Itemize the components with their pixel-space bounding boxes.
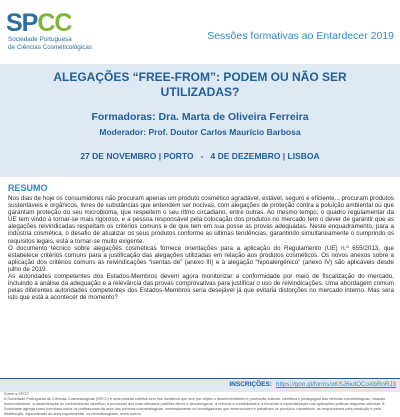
- logo-line2: de Ciências Cosméticológicas: [8, 43, 92, 51]
- event-title-line1: ALEGAÇÕES “FREE-FROM”: PODEM OU NÃO SER: [53, 70, 347, 84]
- event-dates: 27 DE NOVEMBRO | PORTO - 4 DE DEZEMBRO | LISBOA: [80, 151, 320, 161]
- logo-line1: Sociedade Portuguesa: [8, 36, 72, 43]
- header: [0, 0, 400, 62]
- resumo-body: [8, 195, 394, 301]
- logo-mark: [6, 10, 71, 36]
- speaker: Formadoras: Dra. Marta de Oliveira Ferreira: [91, 111, 309, 123]
- footer: [4, 392, 396, 417]
- logo-mark-part1: SP: [6, 9, 38, 37]
- footer-heading: Sobre a SPCC: [4, 392, 29, 396]
- footer-text: A Sociedade Portuguesa de Ciências Cosmetológicas (SPCC) é uma pessoa coletiva sem fins lucrativos que tem por objeto o desenvolvimento e promoção cultural, científica e pedagógica das ciências cosmetológicas, visando essencialmente, a disseminação do conhecimento científico, a promoção dos mais elevados padrões éticos e deontológicos, a reforçar a credibilidade e a fomentar a especialização nas aplicações práticas daquelas ciências. A Sociedade agrega como membros todos os profissionais da área das ciências cosmetológicas, nomeadamente os investigadores que desenvolvem e trabalham os produtos cosméticos, os responsáveis pela produção e pela distribuição, especialistas da área regulamentar, os dermatologistas, entre outros.: [4, 397, 386, 416]
- moderator: Moderador: Prof. Doutor Carlos Maurício Barbosa: [99, 127, 301, 137]
- logo-subtitle: [8, 36, 138, 51]
- session-title: Sessões formativas ao Entardecer 2019: [207, 30, 394, 42]
- spcc-logo: [6, 10, 126, 56]
- resumo-paragraph-1: Nos dias de hoje os consumidores não procuram apenas um produto cosmético agradável, estável, seguro e eficiente... procuram produtos sustentáveis e orgânicos, livres de substâncias que entendem ser nocivas, com alegações de proteção contra a poluição ambiental ou que garantam proteção do seu microbioma, que respeitem o seu ritmo circadiano, entre outras. Ao mesmo tempo, o quadro regulamentar da UE tem vindo a tornar-se mais rigoroso, e a pessoa responsável pela colocação dos produtos no mercado tem o dever de garantir que as alegações reivindicadas respeitam os critérios comuns e de que tem em sua posse as provas adequadas. Neste enquadramento, para a indústria cosmética, o desafio de atualizar os seus produtos conforme as últimas tendências, garantindo simultaneamente o cumprindo os requisitos legais, está a tornar-se muito exigente.: [8, 195, 394, 245]
- resumo-heading: RESUMO: [8, 183, 48, 193]
- event-title: [0, 70, 400, 100]
- logo-mark-part2: CC: [37, 9, 72, 37]
- resumo-paragraph-3: As autoridades competentes dos Estados-Membros devem agora monitorizar a conformidade por meio de fiscalização do mercado, incluindo a análise da adequação e a relevância das provas comprovativas para justificar o uso de reivindicações. Uma abordagem comum pelas diferentes autoridades competentes dos Estados-Membros seria desejável já que evitaria distorções no mercado interno. Mas sera isto que está a acontecer de momento?: [8, 273, 394, 302]
- inscricoes-link[interactable]: https://goo.gl/forms/xKSJ6kdOCoXbRnRJ3: [275, 381, 396, 388]
- event-title-line2: UTILIZADAS?: [160, 85, 240, 99]
- resumo-paragraph-2: O documento técnico sobre alegações cosméticas fornece orientações para a aplicação do Regulamento (UE) n.º 655/2013, que estabelece critérios comuns para a justificação das alegações utilizadas em relação aos produtos cosméticos. Os novos anexos sobre a aplicação dos critérios comuns às reivindicações “isentas de” (anexo III) e à alegação “hipoalergénico” (anexo IV) são aplicáveis desde julho de 2019.: [8, 244, 394, 273]
- inscricoes-bar: [0, 379, 400, 392]
- inscricoes-label: INSCRIÇÕES:: [229, 381, 272, 388]
